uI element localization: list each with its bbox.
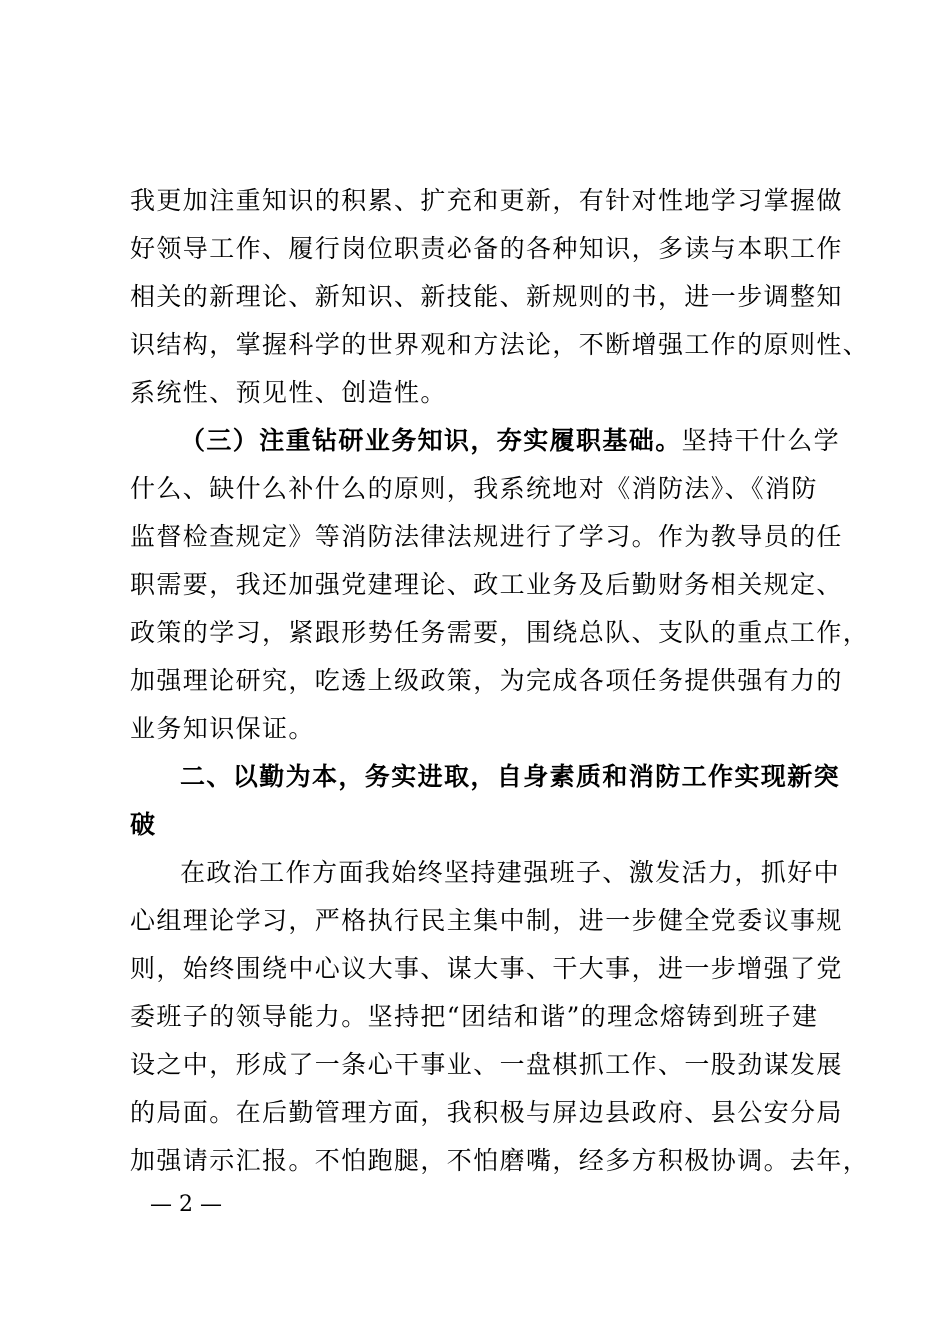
paragraph-line: 心组理论学习，严格执行民主集中制，进一步健全党委议事规 [130, 906, 843, 935]
paragraph-line: 识结构，掌握科学的世界观和方法论，不断增强工作的原则性、 [130, 330, 870, 359]
paragraph-line: 设之中，形成了一条心干事业、一盘棋抓工作、一股劲谋发展 [130, 1050, 843, 1079]
paragraph-line: 委班子的领导能力。坚持把“团结和谐”的理念熔铸到班子建 [130, 1002, 819, 1031]
subsection-first-line [180, 421, 850, 461]
paragraph-line: 什么、缺什么补什么的原则，我系统地对《消防法》、《消防 [130, 474, 818, 503]
paragraph-line: 监督检查规定》等消防法律法规进行了学习。作为教导员的任 [130, 522, 843, 551]
paragraph-line: 好领导工作、履行岗位职责必备的各种知识，多读与本职工作 [130, 234, 843, 263]
section-heading-continued: 破 [130, 810, 157, 839]
page-number: — 2 — [150, 1192, 222, 1217]
subsection-heading: （三）注重钻研业务知识，夯实履职基础。 [180, 426, 682, 455]
paragraph-line: 业务知识保证。 [130, 714, 315, 743]
paragraph-line: 加强理论研究，吃透上级政策，为完成各项任务提供强有力的 [130, 666, 843, 695]
paragraph-line: 相关的新理论、新知识、新技能、新规则的书，进一步调整知 [130, 282, 843, 311]
paragraph-line: 则，始终围绕中心议大事、谋大事、干大事，进一步增强了党 [130, 954, 843, 983]
paragraph-line: 的局面。在后勤管理方面，我积极与屏边县政府、县公安分局 [130, 1098, 843, 1127]
subsection-text: 坚持干什么学 [681, 426, 841, 455]
paragraph-line: 系统性、预见性、创造性。 [130, 378, 447, 407]
paragraph-line: 政策的学习，紧跟形势任务需要，围绕总队、支队的重点工作， [130, 618, 870, 647]
paragraph-line: 加强请示汇报。不怕跑腿，不怕磨嘴，经多方积极协调。去年， [130, 1146, 870, 1175]
section-heading: 二、以勤为本，务实进取，自身素质和消防工作实现新突 [180, 762, 841, 791]
paragraph-line: 我更加注重知识的积累、扩充和更新，有针对性地学习掌握做 [130, 186, 843, 215]
paragraph-line: 职需要，我还加强党建理论、政工业务及后勤财务相关规定、 [130, 570, 843, 599]
paragraph-line: 在政治工作方面我始终坚持建强班子、激发活力，抓好中 [180, 858, 841, 887]
